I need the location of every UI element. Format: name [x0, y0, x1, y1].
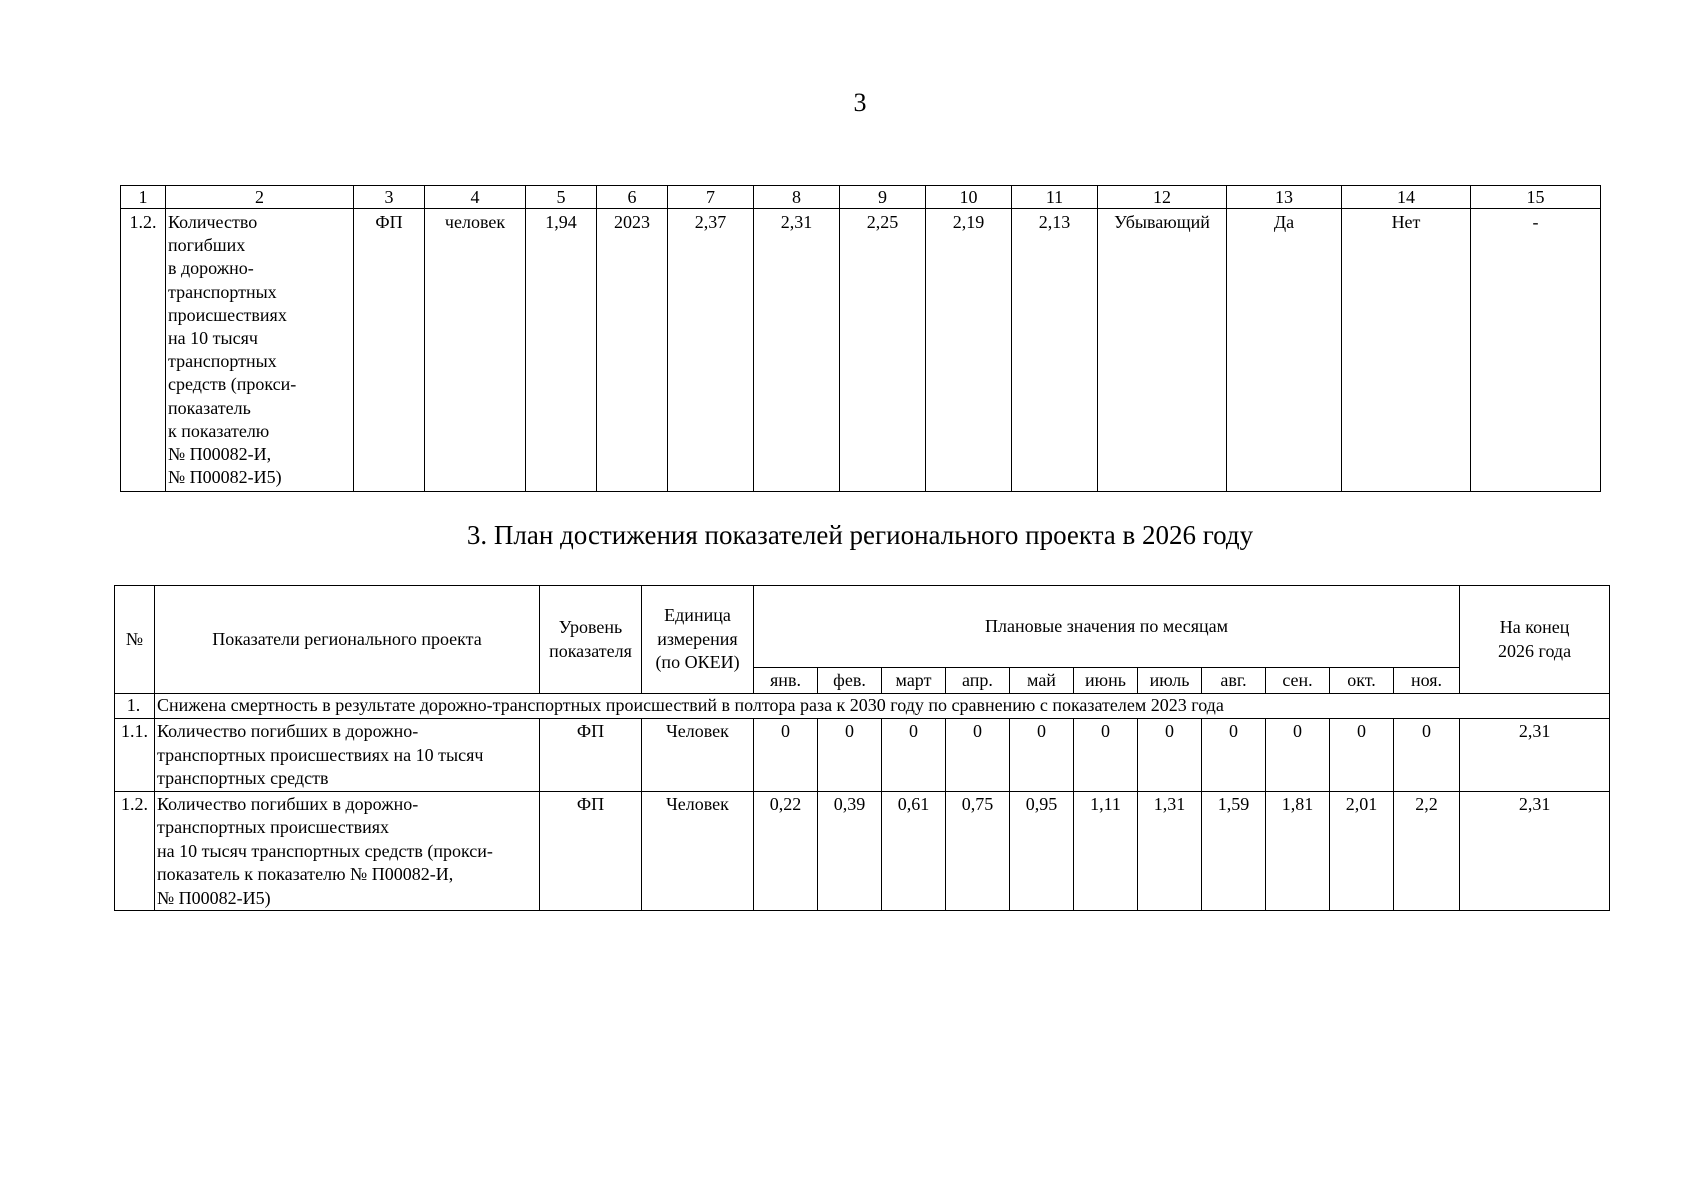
- indicator-name: [155, 719, 540, 792]
- name-line: на 10 тысяч: [168, 328, 258, 349]
- name-line: погибших: [168, 235, 246, 256]
- empty-cell: -: [1471, 209, 1601, 492]
- month-header: окт.: [1330, 668, 1394, 694]
- month-value: 0: [1330, 719, 1394, 792]
- header-line: измерения: [657, 628, 738, 649]
- month-value: 0: [882, 719, 946, 792]
- year-end-value: 2,31: [1460, 719, 1610, 792]
- goal-number: 1.: [115, 694, 155, 719]
- name-line: Количество: [168, 212, 258, 232]
- header-line: (по ОКЕИ): [655, 652, 740, 673]
- month-header: ноя.: [1394, 668, 1460, 694]
- name-line: показатель к показателю № П00082-И,: [157, 864, 454, 884]
- flag-cell: Нет: [1342, 209, 1471, 492]
- month-value: 2,2: [1394, 791, 1460, 911]
- header-line: На конец: [1499, 617, 1570, 637]
- month-header: май: [1010, 668, 1074, 694]
- column-number: 8: [754, 186, 840, 209]
- section-title: 3. План достижения показателей регионального проекта в 2026 году: [466, 520, 1254, 550]
- month-value: 0: [1202, 719, 1266, 792]
- row-number: 1.1.: [115, 719, 155, 792]
- month-value: 0: [1010, 719, 1074, 792]
- page-number: 3: [853, 88, 867, 117]
- column-number: 9: [840, 186, 926, 209]
- name-line: транспортных средств: [157, 768, 329, 788]
- row-number: 1.2.: [115, 791, 155, 911]
- indicator-unit: Человек: [642, 719, 754, 792]
- header-num: №: [115, 586, 155, 694]
- name-line: транспортных происшествиях: [157, 817, 390, 837]
- column-number: 1: [121, 186, 166, 209]
- name-line: транспортных происшествиях на 10 тысяч: [157, 744, 484, 765]
- monthly-plan-table: [114, 585, 1610, 911]
- month-value: 0: [1074, 719, 1138, 792]
- month-value: 0,39: [818, 791, 882, 911]
- month-value: 0: [1138, 719, 1202, 792]
- month-header: фев.: [818, 668, 882, 694]
- month-value: 1,31: [1138, 791, 1202, 911]
- column-number: 4: [425, 186, 526, 209]
- column-number: 10: [926, 186, 1012, 209]
- name-line: на 10 тысяч транспортных средств (прокси-: [157, 840, 493, 861]
- column-number: 14: [1342, 186, 1471, 209]
- month-header: авг.: [1202, 668, 1266, 694]
- column-number: 11: [1012, 186, 1098, 209]
- header-year-end: [1460, 586, 1610, 694]
- goal-row: [115, 694, 1610, 719]
- indicator-level: ФП: [540, 719, 642, 792]
- name-line: Количество погибших в дорожно-: [157, 793, 419, 814]
- indicators-table-continued: [120, 185, 1601, 492]
- header-line: показателя: [549, 640, 632, 661]
- name-line: Количество погибших в дорожно-: [157, 721, 419, 741]
- value-cell: 2,19: [926, 209, 1012, 492]
- column-numbers-row: [121, 186, 1601, 209]
- value-cell: 2,25: [840, 209, 926, 492]
- month-header: апр.: [946, 668, 1010, 694]
- header-line: Единица: [664, 605, 731, 626]
- month-value: 0: [1394, 719, 1460, 792]
- header-months: Плановые значения по месяцам: [754, 586, 1460, 668]
- table-row: [121, 209, 1601, 492]
- table-row: [115, 719, 1610, 792]
- base-year: 2023: [597, 209, 668, 492]
- month-header: янв.: [754, 668, 818, 694]
- month-value: 2,01: [1330, 791, 1394, 911]
- goal-text: Снижена смертность в результате дорожно-транспортных происшествий в полтора раза к 2030 году по сравнению с показателем 2023 года: [155, 694, 1610, 719]
- value-cell: 2,13: [1012, 209, 1098, 492]
- header-unit: [642, 586, 754, 694]
- header-row: [115, 586, 1610, 668]
- name-line: транспортных: [168, 281, 277, 302]
- name-line: в дорожно-: [168, 258, 254, 279]
- month-header: март: [882, 668, 946, 694]
- indicator-name: [166, 209, 354, 492]
- month-header: июль: [1138, 668, 1202, 694]
- trend-cell: Убывающий: [1098, 209, 1227, 492]
- header-indicator: Показатели регионального проекта: [155, 586, 540, 694]
- column-number: 13: [1227, 186, 1342, 209]
- indicator-unit: человек: [425, 209, 526, 492]
- value-cell: 2,37: [668, 209, 754, 492]
- header-line: Уровень: [558, 617, 623, 637]
- column-number: 2: [166, 186, 354, 209]
- month-value: 1,59: [1202, 791, 1266, 911]
- month-header: сен.: [1266, 668, 1330, 694]
- month-value: 1,81: [1266, 791, 1330, 911]
- name-line: транспортных: [168, 351, 277, 372]
- base-value: 1,94: [526, 209, 597, 492]
- name-line: к показателю: [168, 420, 270, 441]
- table-row: [115, 791, 1610, 911]
- column-number: 6: [597, 186, 668, 209]
- month-header: июнь: [1074, 668, 1138, 694]
- month-value: 0,61: [882, 791, 946, 911]
- month-value: 0: [1266, 719, 1330, 792]
- column-number: 12: [1098, 186, 1227, 209]
- month-value: 0: [818, 719, 882, 792]
- row-number: 1.2.: [121, 209, 166, 492]
- month-value: 0: [946, 719, 1010, 792]
- month-value: 1,11: [1074, 791, 1138, 911]
- column-number: 3: [354, 186, 425, 209]
- flag-cell: Да: [1227, 209, 1342, 492]
- name-line: № П00082-И5): [168, 467, 282, 488]
- header-level: [540, 586, 642, 694]
- column-number: 15: [1471, 186, 1601, 209]
- indicator-name: [155, 791, 540, 911]
- month-value: 0,95: [1010, 791, 1074, 911]
- year-end-value: 2,31: [1460, 791, 1610, 911]
- indicator-unit: Человек: [642, 791, 754, 911]
- column-number: 7: [668, 186, 754, 209]
- indicator-level: ФП: [354, 209, 425, 492]
- name-line: средств (прокси-: [168, 374, 297, 395]
- name-line: происшествиях: [168, 304, 287, 325]
- column-number: 5: [526, 186, 597, 209]
- name-line: № П00082-И,: [168, 444, 272, 465]
- month-value: 0,22: [754, 791, 818, 911]
- indicator-level: ФП: [540, 791, 642, 911]
- month-value: 0,75: [946, 791, 1010, 911]
- header-line: 2026 года: [1498, 640, 1572, 661]
- value-cell: 2,31: [754, 209, 840, 492]
- month-value: 0: [754, 719, 818, 792]
- name-line: № П00082-И5): [157, 887, 271, 908]
- name-line: показатель: [168, 397, 251, 418]
